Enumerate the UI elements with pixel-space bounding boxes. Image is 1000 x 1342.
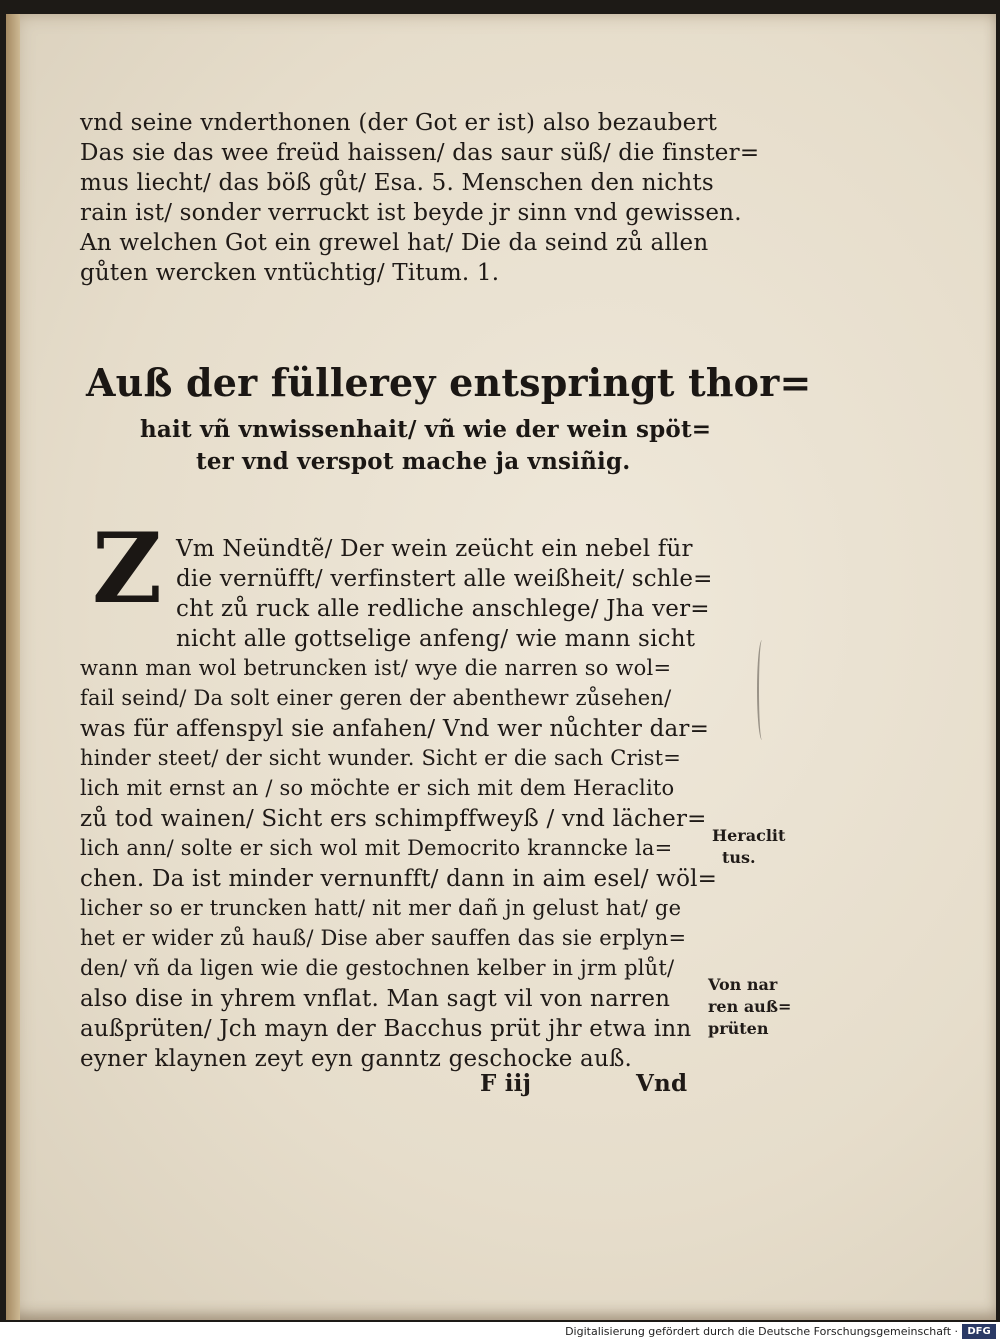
dfg-logo: DFG [962, 1324, 996, 1339]
text-line: fail seind/ Da solt einer geren der abenthewr zůsehen/ [80, 686, 672, 710]
text-line: licher so er truncken hatt/ nit mer dañ jn gelust hat/ ge [80, 896, 682, 920]
text-line: hinder steet/ der sicht wunder. Sicht er die sach Crist= [80, 746, 682, 770]
marginal-line: tus. [722, 848, 756, 867]
page-gutter [6, 14, 20, 1320]
marginal-line: prüten [708, 1019, 769, 1038]
text-line: Das sie das wee freüd haissen/ das saur süß/ die finster= [80, 140, 760, 166]
text-line: also dise in yhrem vnflat. Man sagt vil von narren [80, 986, 671, 1012]
signature-mark: F iij [480, 1070, 532, 1097]
text-line: lich mit ernst an / so möchte er sich mit dem Heraclito [80, 776, 675, 800]
text-line: vnd seine vnderthonen (der Got er ist) also bezaubert [80, 110, 718, 136]
text-line: lich ann/ solte er sich wol mit Democrito kranncke la= [80, 836, 673, 860]
text-line: nicht alle gottselige anfeng/ wie mann sicht [176, 626, 696, 652]
text-line: rain ist/ sonder verruckt ist beyde jr sinn vnd gewissen. [80, 200, 742, 226]
text-line: An welchen Got ein grewel hat/ Die da seind zů allen [80, 230, 709, 256]
text-line: die vernüfft/ verfinstert alle weißheit/ schle= [176, 566, 713, 592]
marginal-line: Von nar [708, 975, 778, 994]
footer-bar [0, 1322, 1000, 1342]
text-line: het er wider zů hauß/ Dise aber sauffen das sie erplyn= [80, 926, 687, 950]
text-line: mus liecht/ das böß gůt/ Esa. 5. Menschen den nichts [80, 170, 714, 196]
marginal-line: ren auß= [708, 997, 792, 1016]
heading-line: Auß der füllerey entspringt thor= [86, 360, 812, 405]
marginal-line: Heraclit [712, 826, 786, 845]
text-line: außprüten/ Jch mayn der Bacchus prüt jhr etwa inn [80, 1016, 692, 1042]
text-line: cht zů ruck alle redliche anschlege/ Jha ver= [176, 596, 710, 622]
text-line: wann man wol betruncken ist/ wye die narren so wol= [80, 656, 672, 680]
text-line: Vm Neündtẽ/ Der wein zeücht ein nebel für [176, 536, 693, 562]
text-line: chen. Da ist minder vernunfft/ dann in aim esel/ wöl= [80, 866, 718, 892]
funding-credit: Digitalisierung gefördert durch die Deutsche Forschungsgemeinschaft · [565, 1325, 958, 1338]
text-line: den/ vñ da ligen wie die gestochnen kelber in jrm plůt/ [80, 956, 675, 980]
margin-mark [757, 640, 767, 740]
heading-line: ter vnd verspot mache ja vnsiñig. [196, 448, 631, 475]
text-line: gůten wercken vntüchtig/ Titum. 1. [80, 260, 500, 286]
text-line: was für affenspyl sie anfahen/ Vnd wer nůchter dar= [80, 716, 710, 742]
decorated-initial: Z [91, 512, 163, 625]
text-line: eyner klaynen zeyt eyn ganntz geschocke auß. [80, 1046, 633, 1072]
text-line: zů tod wainen/ Sicht ers schimpffweyß / vnd lächer= [80, 806, 707, 832]
catchword: Vnd [636, 1070, 688, 1097]
heading-line: hait vñ vnwissenhait/ vñ wie der wein spöt= [140, 416, 712, 443]
